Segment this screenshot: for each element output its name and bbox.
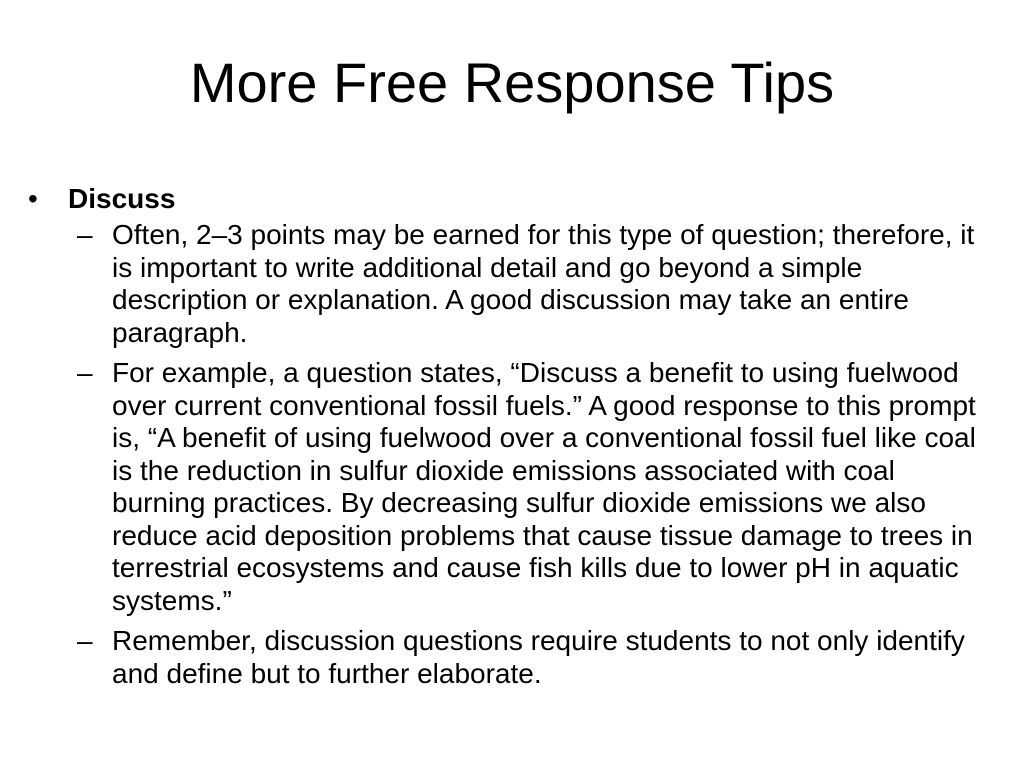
dash-icon: –	[77, 219, 93, 250]
slide-content	[28, 182, 996, 698]
bullet-label: Discuss	[68, 183, 176, 214]
bullet-icon: •	[28, 183, 38, 214]
subpoint-item	[77, 625, 996, 690]
subpoint-item	[77, 357, 996, 617]
dash-icon: –	[77, 357, 93, 388]
slide-title: More Free Response Tips	[189, 51, 835, 114]
dash-icon: –	[77, 625, 93, 656]
subpoint-item	[77, 219, 996, 349]
subpoint-list	[77, 219, 996, 690]
subpoint-text: Often, 2–3 points may be earned for this type of question; therefore, it is important to write additional detail and go beyond a simple description or explanation. A good discussion may take an entire paragraph.	[112, 219, 975, 348]
subpoint-text: For example, a question states, “Discuss a benefit to using fuelwood over current conventional fossil fuels.” A good response to this prompt is, “A benefit of using fuelwood over a conventional fossil fuel like coal is the reduction in sulfur dioxide emissions associated with coal burning practices. By decreasing sulfur dioxide emissions we also reduce acid deposition problems that cause tissue damage to trees in terrestrial ecosystems and cause fish kills due to lower pH in aquatic systems.”	[112, 357, 976, 616]
subpoint-text: Remember, discussion questions require students to not only identify and define but to further elaborate.	[112, 625, 965, 689]
bullet-discuss	[28, 182, 996, 215]
